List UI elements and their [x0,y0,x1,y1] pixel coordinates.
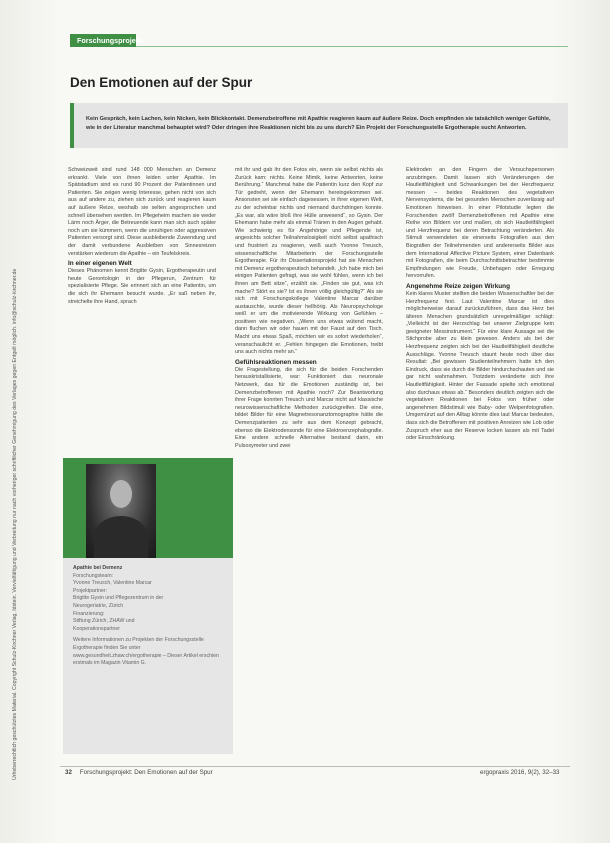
header-divider [136,46,568,47]
text-column-3 [406,167,554,762]
subheading: Angenehme Reize zeigen Wirkung [406,282,510,290]
section-label-text: Forschungsprojekt [77,36,143,45]
article-title: Den Emotionen auf der Spur [70,75,253,90]
subheading: Gefühlsreaktionen messen [235,358,317,366]
text-column-2 [235,167,383,762]
paragraph: Dieses Phänomen kennt Brigitte Gysin, Ergotherapeutin und heute Gerontologin in der Pflegerun, Zentrum für spezialisierte Pflege. Sie erinnert sich an eine Patientin, um die sich ihr Ehemann besucht wurde. „Er saß neben ihr, streichelte ihre Hand, sprach [68,268,216,305]
footer-running-title: Forschungsprojekt: Den Emotionen auf der Spur [79,769,213,776]
paragraph: Die Fragestellung, die sich für die beiden Forschenden herauskristallisierte, war: Funktioniert das neuronale Netzwerk, das für die Emotionen zuständig ist, bei Demenzbetroffenen mit Apathie noch? Zur Beantwortung ihrer Frage konnten Treusch und Marcar nicht auf klassische neurowissenschaftliche Methoden zurückgreifen. Die eine, bildet Bilder für eine Magnetresonanztomographie hätte die Demenzpatienten zu sehr aus dem Konzept gebracht, ebenso die Elektrodensonde für eine Elektroenzephalografie. Eine andere schnelle Alternative bestand darin, ein Pulsoxymeter und zwei [235,366,383,449]
footer-left [65,769,213,776]
lead-text: Kein Gespräch, kein Lachen, kein Nicken, kein Blickkontakt. Demenzbetroffene mit Apathie reagieren kaum auf äußere Reize. Doch empfinden sie tatsächlich weniger Gefühle, wie in der Literatur manchmal behauptet wird? Oder dringen ihre Reaktionen nicht bis zu uns durch? Ein Projekt der Forschungsstelle Ergotherapie sucht Antworten. [86,116,551,131]
paragraph: Elektroden an den Fingern der Versuchspersonen anzubringen. Damit lassen sich Veränderungen der Hautleitfähigkeit und Schwankungen bei der Herzfrequenz messen – beides Reaktionen des vegetativen Nervensystems, die bei gesunden Menschen zuverlässig auf Emotionen hinweisen. In einer Pilotstudie legten die Forschenden zwölf Demenzbetroffenen mit Apathie eine Reihe von Bildern vor und maßen, ob sich Hautleitfähigkeit und Herzfrequenz bei deren Betrachtung veränderten. Als Stimuli verwendeten sie einerseits Fotografien aus den Biografien der Teilnehmenden und andererseits Bilder aus dem International Affective Picture System, einer Datenbank mit Fotografien, die beim Durchschnittsbetrachter bestimmte Empfindungen wie Freude, Unbehagen oder Erregung hervorrufen. [406,167,554,280]
info-line: Neurogeriatrie, Zürich [73,602,124,609]
portrait-frame [63,458,233,558]
footer-citation: ergopraxis 2016, 9(2), 32–33 [480,769,560,776]
info-line: Brigitte Gysin und Pflegezentrum in der [73,595,164,602]
footer-divider [60,766,570,767]
paragraph: Kein klares Muster stellten die beiden Wissenschaftler bei der Herzfrequenz fest. Laut Valentine Marcar ist dies möglicherweise darauf zurückzuführen, dass das Herz bei älteren Menschen grundsätzlich unregelmäßiger schlägt: „Vielleicht ist der Herzschlag bei unserer Zielgruppe kein geeigneter Messinstrument.“ Für eine klare Aussage sei die Stichprobe aber zu klein gewesen. Anders als bei der Herzfrequenz zeigten sich bei der Hautleitfähigkeit deutliche Ausschläge. Yvonne Treusch staunt heute noch über das Resultat: „Bei gewissen Studienteilnehmern hatte ich den Eindruck, dass sie durch die Bilder hindurchschauten und sie gar nicht wahrnahmen. Trotzdem veränderte sich ihre Hautleitfähigkeit. Hinter der Fassade spielte sich emotional also durchaus etwas ab.“ Besonders deutlich zeigten sich die vegetativen Reaktionen bei Fotos von früher oder angenehmen Bildstimuli wie Baby- oder Welpenfotografien. Umgemünzt auf den Alltag könnte dies laut Marcar bedeuten, dass sich die Betroffenen mit positiven Anreizen wie Lob oder Zuspruch eher aus der Reserve locken lassen als mit Tadel oder Einschränkung. [406,290,554,442]
portrait-shoulders [94,516,148,558]
copyright-side-note: Urheberrechtlich geschütztes Material. Copyright Schulz-Kirchner Verlag, Idstein. Vervielfältigung und Verbreitung nur nach vorheriger schriftlicher Genehmigung des Verlages gegen Entgelt möglich. info@schulz-kirchner.de [12,268,18,780]
paragraph: Schweizweit sind rund 148 000 Menschen an Demenz erkrankt. Viele von ihnen leiden unter Apathie. Im Spätstadium sind es rund 90 Prozent der Patientinnen und Patienten. Sie zeigen wenig Interesse, gehen nicht von sich aus auf andere zu, ziehen sich zurück und reagieren kaum auf äußere Reize, weshalb sie selten angesprochen und schnell übersehen werden. Im Pflegeheim machen sie weder Lärm noch Ärger, die Betreuende kann man sich auch später noch um sie kümmern, wenn die unruhigen oder aggressiven Patienten versorgt sind. Diese ausbleibende Zuwendung und der damit verbundene Ausbleiben von Sinnesreizen verstärken wiederum die Apathie – ein Teufelskreis. [68,167,216,257]
info-line: Stiftung Zürich, ZHAW und [73,618,135,625]
info-line: Projektpartner: [73,587,108,594]
portrait-face [110,480,132,508]
info-note: Weitere Informationen zu Projekten der Forschungsstelle Ergotherapie finden Sie unter www.gesundheit.zhaw.ch/ergotherapie – Dieser Artikel erschien erstmals im Magazin Vitamin G. [73,637,219,667]
info-line: Finanzierung: [73,610,105,617]
lead-box [70,103,568,148]
subheading: In einer eigenen Welt [68,260,132,268]
portrait-photo [86,464,156,558]
info-box-title: Apathie bei Demenz [73,565,123,571]
page-number: 32 [65,769,72,776]
section-label [70,34,143,47]
info-box [63,558,233,754]
text-column-1 [68,167,216,458]
info-line: Yvonne Treusch, Valentine Marcar [73,580,152,587]
paragraph: mit ihr und gab ihr den Fotos ein, wenn sie selbst nichts als Zurück kam: nichts. Keine Mimik, keine Antworten, keine Berührung.“ Manchmal habe die Patientin kurz den Kopf zur Tür gedreht, wenn der Ehemann hereingekommen sei. Ansonsten sei sie einfach dagesessen, in ihrer eigenen Welt, zu der scheinbar nichts und niemand durchdringen konnte. „Es war, als wäre bloß ihre Hülle anwesend“, so Gysin. Der Ehemann habe mehr als einmal Tränen in den Augen gehabt. Wie schwierig es für Angehörige und Pflegende ist, angesichts solcher Teilnahmslosigkeit nicht selbst apathisch und frustriert zu reagieren, weiß auch Yvonne Treusch, wissenschaftliche Mitarbeiterin der Forschungsstelle Ergotherapie. Für ihr Dissertationsprojekt hat sie Menschen mit Demenz ergotherapeutisch behandelt. „Ich habe mich bei einigen Patienten gefragt, was sie wohl fühlen, wenn ich bei ihnen am Bett sitze“, erzählt sie. „Finden sie gut, was ich mache? Stört es sie? Ist es ihnen völlig gleichgültig?“ Als sie sich mit Forschungskollege Valentine Marcar darüber austauschte, wurde dieser hellhörig. Als Neuropsychologe weiß er um die motivierende Wirkung von Gefühlen – positiven wie negativen. „Wenn uns etwas wütend macht, dann fluchen wir oder hauen mit der Faust auf den Tisch. Macht uns etwas Spaß, möchten wir es sofort wiederholen“, veranschaulicht er. „Fehlen hingegen die Emotionen, treibt uns auch nichts mehr an.“ [235,167,383,356]
info-line: Kooperationspartner [73,625,121,632]
info-line: Forschungsteam: [73,572,114,579]
